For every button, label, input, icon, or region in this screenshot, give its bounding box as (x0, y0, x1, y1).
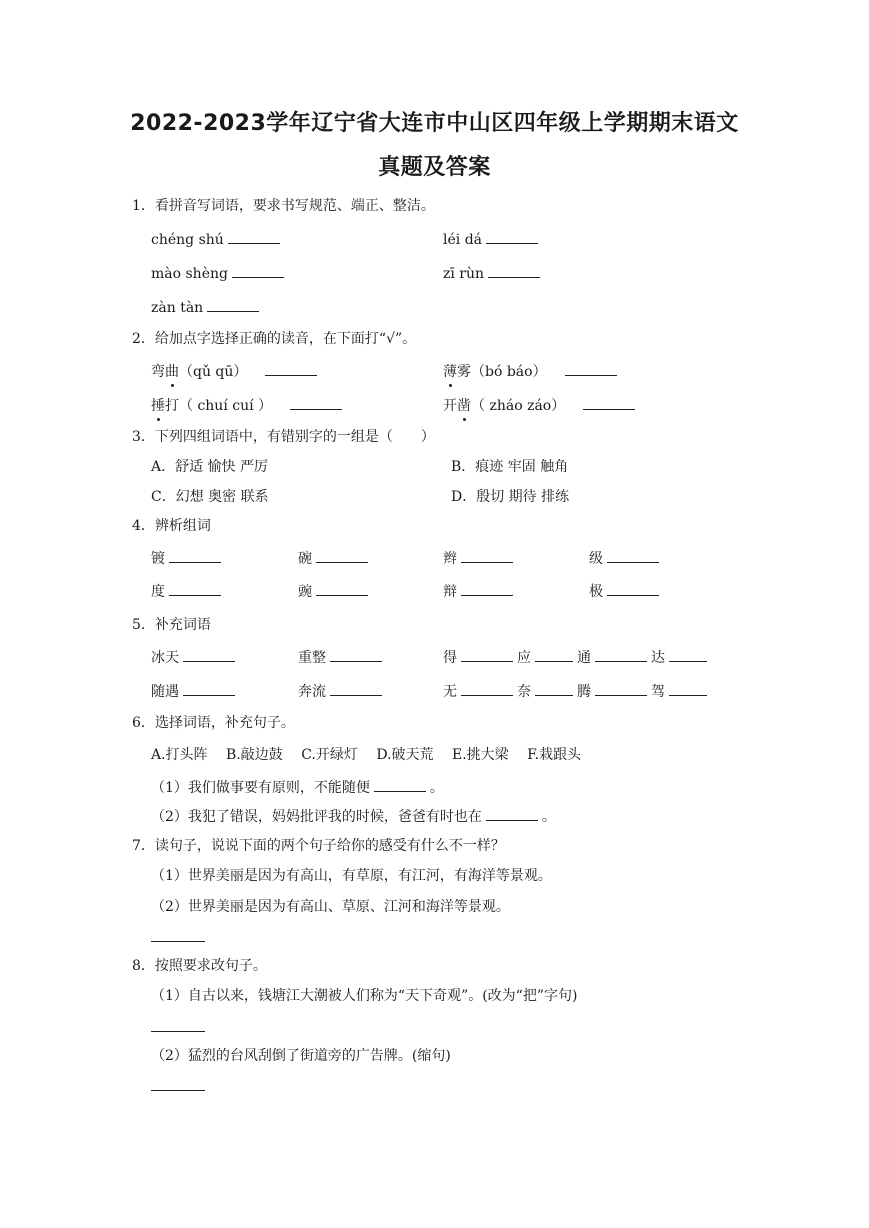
q4-cell (589, 549, 663, 568)
answer-blank[interactable] (169, 582, 221, 596)
answer-blank[interactable] (607, 582, 659, 596)
answer-blank[interactable] (151, 928, 205, 942)
answer-blank[interactable] (488, 264, 540, 278)
char: 镀 (151, 551, 165, 567)
char: 级 (589, 551, 603, 567)
q6-option[interactable]: D.破天荒 (376, 747, 434, 763)
pinyin-options: （ zháo záo） (471, 398, 566, 414)
word-part: 通 (577, 650, 591, 666)
sentence-end: 。 (541, 809, 556, 825)
q7-stem: 7．读句子，说说下面的两个句子给你的感受有什么不一样？ (132, 838, 505, 854)
answer-blank[interactable] (669, 648, 707, 662)
q6-option[interactable]: F.栽跟头 (527, 747, 582, 763)
answer-blank[interactable] (595, 648, 647, 662)
sentence-text: （1）我们做事要有原则，不能随便 (151, 780, 370, 796)
word-part: 得 (443, 650, 457, 666)
q2-item-1 (151, 362, 321, 381)
answer-blank[interactable] (183, 682, 235, 696)
q6-sentence-2 (151, 807, 556, 826)
q8-answer-1 (151, 1018, 205, 1037)
q1-item-4 (443, 264, 544, 283)
word-part: 开 (443, 398, 457, 414)
pinyin-options: 雾（bó báo） (457, 364, 547, 380)
q6-option[interactable]: A.打头阵 (151, 747, 208, 763)
dotted-char: 薄 (443, 364, 457, 380)
q3-stem: 3．下列四组词语中，有错别字的一组是（ ） (132, 429, 435, 445)
q8-sentence-2: （2）猛烈的台风刮倒了街道旁的广告牌。(缩句) (151, 1048, 451, 1064)
word-part: 无 (443, 684, 457, 700)
q7-sentence-2: （2）世界美丽是因为有高山、草原、江河和海洋等景观。 (151, 899, 510, 915)
page-title-line-1: 2022-2023学年辽宁省大连市中山区四年级上学期期末语文 (130, 111, 739, 136)
answer-blank[interactable] (316, 582, 368, 596)
page-title-line-2: 真题及答案 (378, 155, 491, 180)
answer-blank[interactable] (535, 648, 573, 662)
q7-sentence-1: （1）世界美丽是因为有高山，有草原，有江河，有海洋等景观。 (151, 868, 552, 884)
answer-blank[interactable] (486, 807, 538, 821)
dotted-char: 凿 (457, 398, 471, 414)
word-part: 奈 (517, 684, 531, 700)
q1-item-3 (151, 264, 288, 283)
q4-stem: 4．辨析组词 (132, 518, 211, 534)
q6-option[interactable]: E.挑大梁 (451, 747, 509, 763)
sentence-end: 。 (429, 780, 444, 796)
q8-stem: 8．按照要求改句子。 (132, 958, 267, 974)
answer-blank[interactable] (207, 298, 259, 312)
q1-stem: 1．看拼音写词语，要求书写规范、端正、整洁。 (132, 198, 435, 214)
answer-blank[interactable] (607, 549, 659, 563)
q5-cell (298, 648, 386, 667)
char: 豌 (298, 584, 312, 600)
q5-idiom-pair (443, 682, 711, 701)
pinyin-options: 打（ chuí cuí ） (165, 398, 273, 414)
answer-blank[interactable] (316, 549, 368, 563)
pinyin: zī rùn (443, 266, 485, 282)
q6-options (151, 746, 581, 764)
word-part: 腾 (577, 684, 591, 700)
q5-cell (151, 682, 239, 701)
answer-blank[interactable] (595, 682, 647, 696)
q2-item-4 (443, 396, 639, 415)
answer-blank[interactable] (169, 549, 221, 563)
answer-blank[interactable] (265, 362, 317, 376)
q6-option[interactable]: C.开绿灯 (301, 747, 358, 763)
answer-blank[interactable] (151, 1077, 205, 1091)
q8-answer-2 (151, 1077, 205, 1096)
answer-blank[interactable] (330, 682, 382, 696)
q3-option-a[interactable]: A．舒适 愉快 严厉 (151, 459, 269, 475)
q4-cell (298, 582, 372, 601)
pinyin: mào shèng (151, 266, 228, 282)
answer-blank[interactable] (669, 682, 707, 696)
answer-blank[interactable] (535, 682, 573, 696)
word-part: 驾 (651, 684, 665, 700)
q8-sentence-1: （1）自古以来，钱塘江大潮被人们称为“天下奇观”。(改为“把”字句) (151, 988, 578, 1004)
q7-answer (151, 928, 205, 947)
q6-sentence-1 (151, 778, 444, 797)
q5-cell (298, 682, 386, 701)
pinyin: zàn tàn (151, 300, 204, 316)
q4-cell (298, 549, 372, 568)
char: 碗 (298, 551, 312, 567)
word-part: 达 (651, 650, 665, 666)
char: 极 (589, 584, 603, 600)
q4-cell (443, 549, 517, 568)
answer-blank[interactable] (486, 230, 538, 244)
sentence-text: （2）我犯了错误，妈妈批评我的时候，爸爸有时也在 (151, 809, 482, 825)
q4-cell (151, 549, 225, 568)
answer-blank[interactable] (461, 549, 513, 563)
q5-stem: 5．补充词语 (132, 617, 211, 633)
q3-option-b[interactable]: B．痕迹 牢固 触角 (451, 459, 569, 475)
answer-blank[interactable] (374, 778, 426, 792)
answer-blank[interactable] (461, 582, 513, 596)
q3-option-c[interactable]: C．幻想 奥密 联系 (151, 489, 269, 505)
q3-option-d[interactable]: D．殷切 期待 排练 (451, 489, 570, 505)
q1-item-2 (443, 230, 542, 249)
q4-cell (443, 582, 517, 601)
answer-blank[interactable] (183, 648, 235, 662)
dotted-char: 捶 (151, 398, 165, 414)
pinyin: léi dá (443, 232, 482, 248)
word-part: 随遇 (151, 684, 179, 700)
q6-option[interactable]: B.敲边鼓 (226, 747, 283, 763)
q4-cell (151, 582, 225, 601)
q4-cell (589, 582, 663, 601)
answer-blank[interactable] (583, 396, 635, 410)
answer-blank[interactable] (151, 1018, 205, 1032)
char: 辩 (443, 584, 457, 600)
q2-item-2 (443, 362, 621, 381)
q2-stem: 2．给加点字选择正确的读音，在下面打“√”。 (132, 331, 417, 347)
char: 辫 (443, 551, 457, 567)
q5-idiom-pair (443, 648, 711, 667)
answer-blank[interactable] (232, 264, 284, 278)
answer-blank[interactable] (565, 362, 617, 376)
char: 度 (151, 584, 165, 600)
pinyin-options: （qǔ qū） (179, 364, 248, 380)
word-part: 重整 (298, 650, 326, 666)
q1-item-1 (151, 230, 284, 249)
answer-blank[interactable] (461, 682, 513, 696)
word-part: 冰天 (151, 650, 179, 666)
q1-item-5 (151, 298, 263, 317)
answer-blank[interactable] (461, 648, 513, 662)
dotted-char: 曲 (165, 364, 179, 380)
word-part: 应 (517, 650, 531, 666)
word-part: 弯 (151, 364, 165, 380)
q6-stem: 6．选择词语，补充句子。 (132, 715, 295, 731)
answer-blank[interactable] (228, 230, 280, 244)
q2-item-3 (151, 396, 346, 415)
answer-blank[interactable] (290, 396, 342, 410)
pinyin: chéng shú (151, 232, 224, 248)
answer-blank[interactable] (330, 648, 382, 662)
word-part: 奔流 (298, 684, 326, 700)
q5-cell (151, 648, 239, 667)
